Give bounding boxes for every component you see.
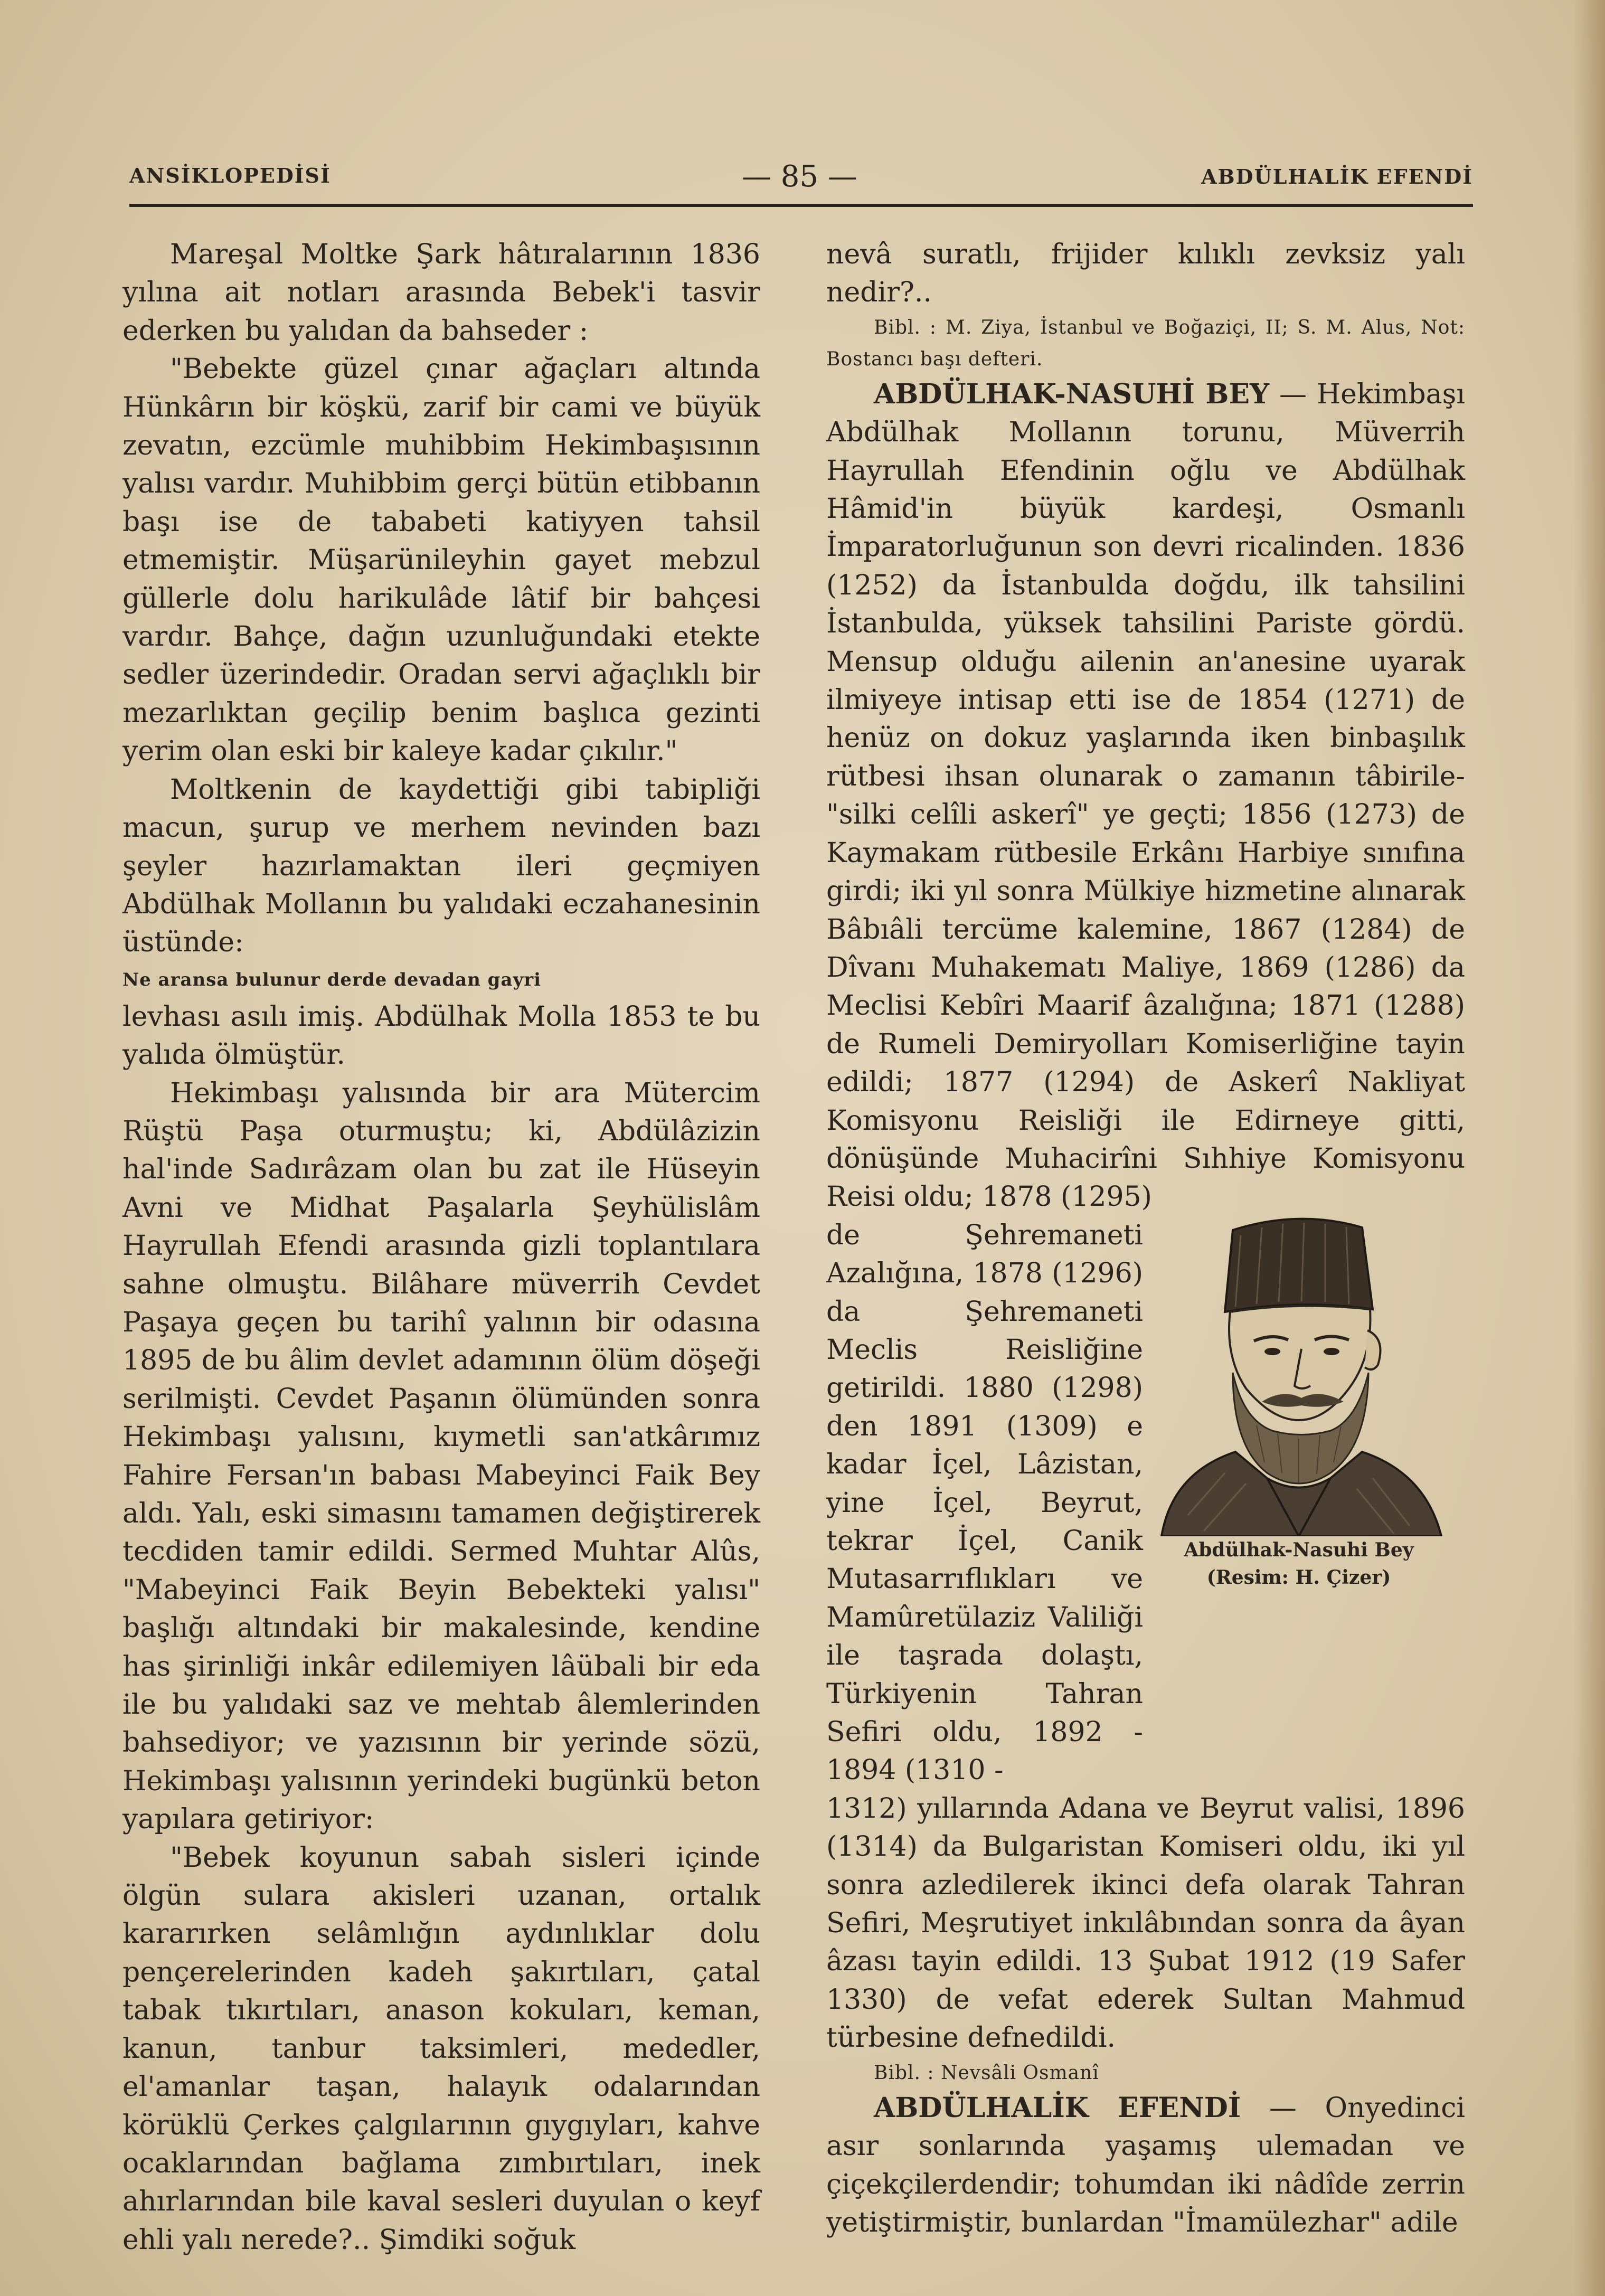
header-rule	[129, 204, 1473, 207]
paragraph: Moltkenin de kaydettiği gibi tabipliği macun, şurup ve merhem nevinden bazı şeyler hazırlamaktan ileri geçmiyen Abdülhak Mollanın bu yalıdaki eczahanesinin üstünde:	[122, 773, 760, 959]
quote-paragraph: "Bebekte güzel çınar ağaçları altında Hünkârın bir köşkü, zarif bir cami ve büyük zevatın, ezcümle muhibbim Hekimbaşısının yalısı vardır. Muhibbim gerçi bütün etibbanın başı ise de tababeti katiyyen tahsil etmemiştir. Müşarünileyhin gayet mebzul güllerle dolu harikulâde lâtif bir bahçesi vardır. Bahçe, dağın uzunluğundaki etekte sedler üzerindedir. Oradan servi ağaçlıklı bir mezarlıktan geçilip benim başlıca gezinti yerim olan eski bir kaleye kadar çıkılır."	[122, 353, 760, 768]
paragraph: nevâ suratlı, frijider kılıklı zevksiz yalı nedir?..	[826, 239, 1465, 309]
left-column	[122, 235, 760, 2259]
figure-caption	[1140, 1536, 1457, 1591]
paragraph: Hekimbaşı yalısında bir ara Mütercim Rüştü Paşa oturmuştu; ki, Abdülâzizin hal'inde Sadırâzam olan bu zat ile Hüseyin Avni ve Midhat Paşalarla Şeyhülislâm Hayrullah Efendi arasında gizli toplantılara sahne olmuştu. Bilâhare müverrih Cevdet Paşaya geçen bu tarihî yalının bir odasına 1895 de bu âlim devlet adamının ölüm döşeği serilmişti. Cevdet Paşanın ölümünden sonra Hekimbaşı yalısını, kıymetli san'atkârımız Fahire Fersan'ın babası Mabeyinci Faik Bey aldı. Yalı, eski simasını tamamen değiştirerek tecdiden tamir edildi. Sermed Muhtar Alûs, "Mabeyinci Faik Beyin Bebekteki yalısı" başlığı altındaki bir makalesinde, kendine has şirinliği inkâr edilemiyen lâübali bir eda ile bu yalıdaki saz ve mehtab âlemlerinden bahsediyor; ve yazısının bir yerinde sözü, Hekimbaşı yalısının yerindeki bugünkü beton yapılara getiriyor:	[122, 1077, 760, 1836]
caption-credit: (Resim: H. Çizer)	[1206, 1566, 1391, 1589]
page-number: — 85 —	[742, 159, 857, 194]
header-right: ABDÜLHALİK EFENDİ	[1201, 165, 1473, 188]
entry-text: — Hekimbaşı Abdülhak Mollanın torunu, Müverrih Hayrullah Efendinin oğlu ve Abdülhak Hâmid'in büyük kardeşi, Osmanlı İmparatorluğunun son devri ricalinden. 1836 (1252) da İstanbulda doğdu, ilk tahsilini İstanbulda, yüksek tahsilini Pariste gördü. Mensup olduğu ailenin an'anesine uyarak ilmiyeye intisap etti ise de 1854 (1271) de henüz on dokuz yaşlarında iken binbaşılık rütbesi ihsan olunarak o zamanın tâbirile- "silki celîli askerî" ye geçti; 1856 (1273) de Kaymakam rütbesile Erkânı Harbiye sınıfına girdi; iki yıl sonra Mülkiye hizmetine alınarak Bâbıâli tercüme kalemine, 1867 (1284) de Dîvanı Muhakematı Maliye, 1869 (1286) da Meclisi Kebîri Maarif âzalığına; 1871 (1288) de Rumeli Demiryolları Komiserliğine tayin edildi; 1877 (1294) de Askerî Nakliyat Komisyonu Reisliği ile Edirneye gitti, dönüşünde Muhacirîni Sıhhiye Komisyonu Reisi oldu; 1878 (1295)	[826, 378, 1465, 1213]
page-edge-shadow	[1573, 0, 1605, 2296]
paragraph: Mareşal Moltke Şark hâtıralarının 1836 yılına ait notları arasında Bebek'i tasvir ederken bu yalıdan da bahseder :	[122, 239, 760, 347]
entry-abdulhalik	[826, 2089, 1465, 2242]
portrait-figure	[1140, 1198, 1457, 1600]
bibliography: Bibl. : Nevsâli Osmanî	[874, 2062, 1099, 2084]
verse-line: Ne aransa bulunur derde devadan gayri	[122, 969, 542, 990]
entry-abdulhak-nasuhi	[826, 375, 1465, 1216]
portrait-illustration	[1140, 1198, 1457, 1536]
entry-heading: ABDÜLHAK-NASUHİ BEY	[874, 377, 1270, 410]
header-left: ANSİKLOPEDİSİ	[129, 164, 331, 187]
paragraph-wrapped: de Şehremaneti Azalığına, 1878 (1296) da Şehremaneti Meclis Reisliğine getirildi. 1880 (1298) den 1891 (1309) e kadar İçel, Lâzistan, yine İçel, Beyrut, tekrar İçel, Canik Mutasarrıflıkları ve Mamûretülaziz Valiliği ile taşrada dolaştı, Türkiyenin Tahran Sefiri oldu, 1892 - 1894 (1310 -	[826, 1219, 1143, 1787]
paragraph: 1312) yıllarında Adana ve Beyrut valisi, 1896 (1314) da Bulgaristan Komiseri oldu, iki yıl sonra azledilerek ikinci defa olarak Tahran Sefiri, Meşrutiyet inkılâbından sonra da âyan âzası tayin edildi. 13 Şubat 1912 (19 Safer 1330) de vefat ederek Sultan Mahmud türbesine defnedildi.	[826, 1792, 1465, 2054]
bibliography: Bibl. : M. Ziya, İstanbul ve Boğaziçi, II; S. M. Alus, Not: Bostancı başı defteri.	[826, 316, 1465, 370]
entry-heading: ABDÜLHALİK EFENDİ	[874, 2091, 1241, 2124]
caption-name: Abdülhak-Nasuhi Bey	[1184, 1539, 1414, 1561]
paragraph: levhası asılı imiş. Abdülhak Molla 1853 te bu yalıda ölmüştür.	[122, 1000, 760, 1071]
quote-paragraph: "Bebek koyunun sabah sisleri içinde ölgün sulara akisleri uzanan, ortalık kararırken selâmlığın aydınlıklar dolu pençerelerinden kadeh şakırtıları, çatal tabak tıkırtıları, anason kokuları, keman, kanun, tanbur taksimleri, mededler, el'amanlar taşan, halayık odalarından körüklü Çerkes çalgılarının gıygıyları, kahve ocaklarından bağlama zımbırtıları, inek ahırlarından bile kaval sesleri duyulan o keyf ehli yalı nerede?.. Şimdiki soğuk	[122, 1841, 760, 2256]
running-header	[129, 158, 1473, 201]
entry-text: — Onyedinci asır sonlarında yaşamış ulemadan ve çiçekçilerdendir; tohumdan iki nâdîde zerrin yetiştirmiştir, bunlardan "İmamülezhar" adile	[826, 2092, 1465, 2238]
